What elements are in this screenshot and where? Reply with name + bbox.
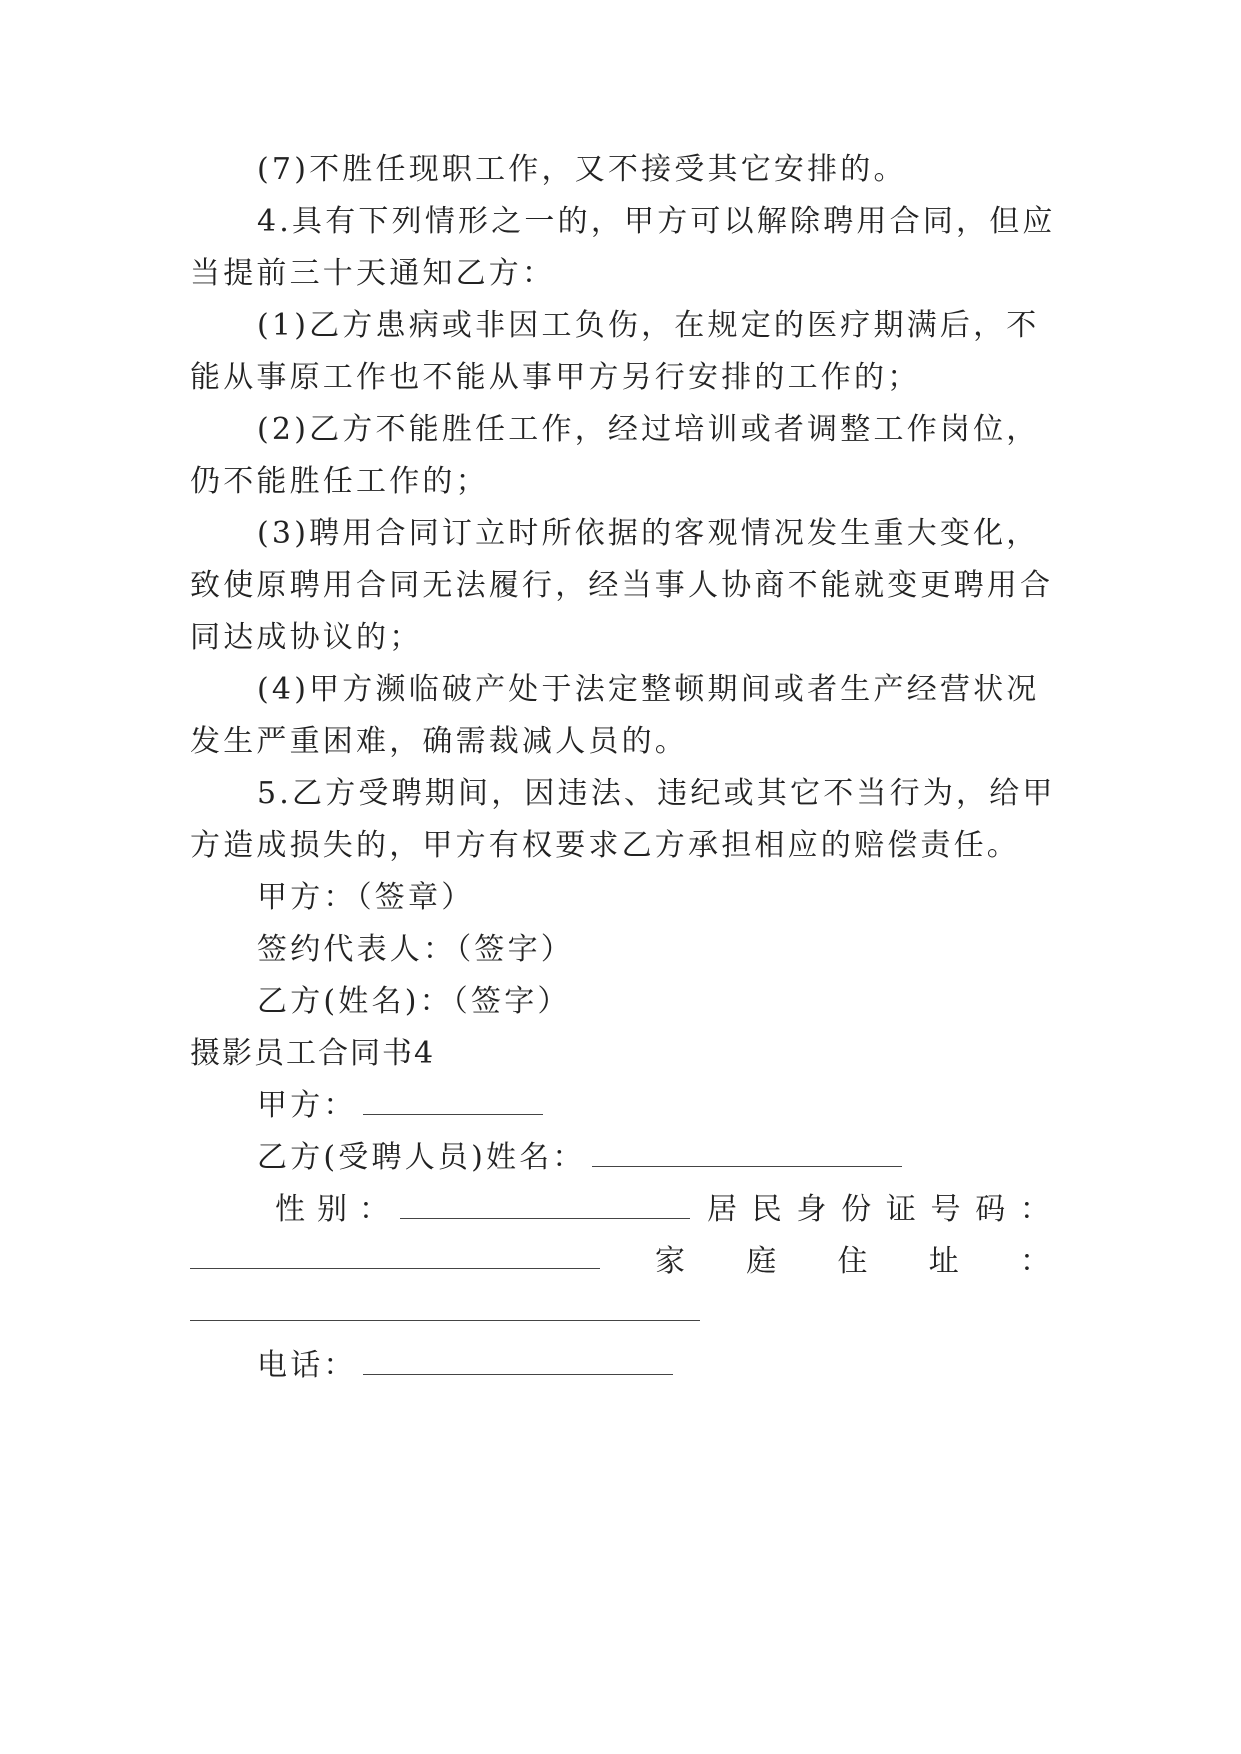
phone-field [257, 1346, 1050, 1386]
clause-4-3-line-2: 致使原聘用合同无法履行，经当事人协商不能就变更聘用合 [190, 568, 1054, 603]
party-a-blank [363, 1086, 543, 1115]
clause-5-line-1: 5.乙方受聘期间，因违法、违纪或其它不当行为，给甲 [257, 776, 1056, 811]
clause-4-3-line-1: (3)聘用合同订立时所依据的客观情况发生重大变化， [257, 516, 1040, 551]
gender-label: 性 别 ： [275, 1192, 389, 1227]
paragraph-7: (7)不胜任现职工作，又不接受其它安排的。 [257, 152, 907, 187]
party-b-name-label: 乙方(受聘人员)姓名： [257, 1140, 586, 1175]
gender-blank [400, 1190, 690, 1219]
id-number-blank [190, 1268, 600, 1269]
clause-4-4-line-1: (4)甲方濒临破产处于法定整顿期间或者生产经营状况 [257, 672, 1040, 707]
address-label: 家 庭 住 址 ： [655, 1244, 1050, 1279]
clause-4-4-line-2: 发生严重困难，确需裁减人员的。 [190, 724, 688, 759]
clause-4-2-line-2: 仍不能胜任工作的； [190, 464, 489, 499]
party-a-field [257, 1086, 1050, 1126]
phone-blank [363, 1346, 673, 1375]
signature-party-b: 乙方(姓名)：（签字） [257, 984, 571, 1019]
clause-4-1-line-2: 能从事原工作也不能从事甲方另行安排的工作的； [190, 360, 921, 395]
signature-representative: 签约代表人：（签字） [257, 932, 574, 967]
gender-id-row [275, 1190, 1050, 1230]
clause-5-line-2: 方造成损失的，甲方有权要求乙方承担相应的赔偿责任。 [190, 828, 1020, 863]
party-b-name-field [257, 1138, 1050, 1178]
party-a-label: 甲方： [257, 1088, 357, 1123]
id-number-label: 居 民 身 份 证 号 码 ： [707, 1192, 1050, 1227]
clause-4-1-line-1: (1)乙方患病或非因工负伤，在规定的医疗期满后，不 [257, 308, 1040, 343]
clause-4-line-1: 4.具有下列情形之一的，甲方可以解除聘用合同，但应 [257, 204, 1056, 239]
contract-title: 摄影员工合同书4 [190, 1036, 436, 1071]
clause-4-2-line-1: (2)乙方不能胜任工作，经过培训或者调整工作岗位， [257, 412, 1040, 447]
signature-party-a: 甲方：（签章） [257, 880, 475, 915]
address-blank [190, 1320, 700, 1321]
phone-label: 电话： [257, 1348, 357, 1383]
clause-4-3-line-3: 同达成协议的； [190, 620, 423, 655]
clause-4-line-2: 当提前三十天通知乙方： [190, 256, 556, 291]
party-b-name-blank [592, 1138, 902, 1167]
